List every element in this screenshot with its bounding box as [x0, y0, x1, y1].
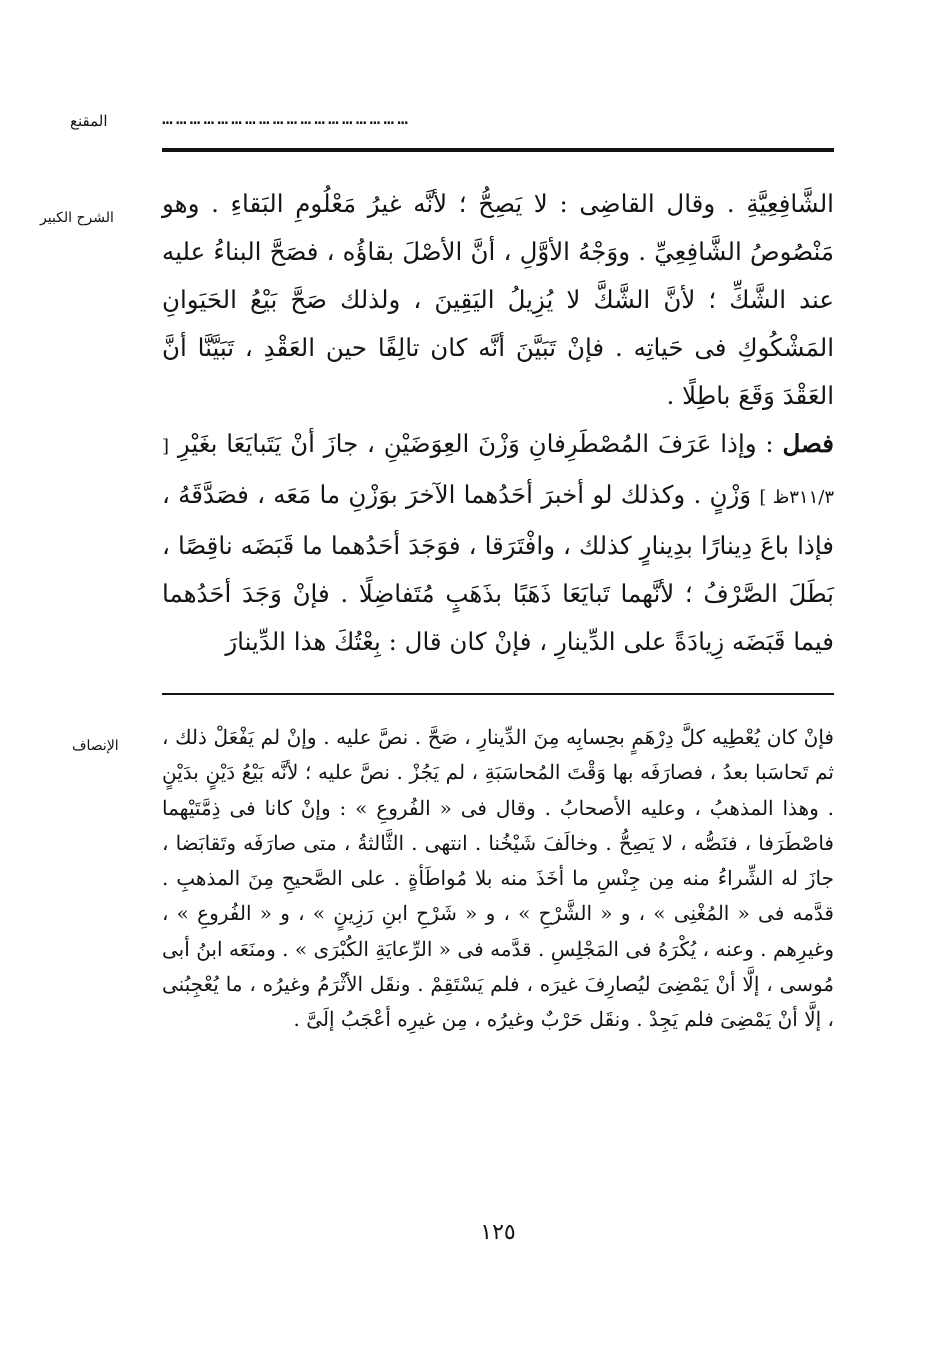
fasl-heading: فصل	[782, 429, 834, 458]
book-title: المقنع	[70, 112, 108, 130]
header-dotted-leader: ………………………………………………	[162, 108, 412, 128]
sharh-section-label: الشرح الكبير	[40, 210, 114, 226]
sharh-paragraph-2-text-a: : وإذا عَرَفَ المُصْطَرِفانِ وَزْنَ العِوَضَيْنِ ، جازَ أنْ يَتَبايَعَا بغَيْرِ	[177, 429, 774, 458]
sharh-paragraph-2-text-b: وَزْنٍ . وكذلك لو أخبرَ أحَدُهما الآخرَ بوَزْنِ ما مَعَه ، فصَدَّقَهُ ، فإذا باعَ دِينارًا بدِينارٍ كذلك ، وافْتَرَقا ، فوَجَدَ أحَدُهما ما قَبَضَه ناقِصًا ، بَطَلَ الصَّرْفُ ؛ لأنَّهما تَبايَعَا ذَهَبًا بذَهَبٍ مُتَفاضِلًا . فإنْ وَجَدَ أحَدُهما فيما قَبَضَه زِيادَةً على الدِّينارِ ، فإنْ كان قال : بِعْتُكَ هذا الدِّينارَ	[162, 480, 834, 656]
page-number: ١٢٥	[480, 1220, 516, 1245]
header-rule	[162, 148, 834, 152]
insaf-section-label: الإنصاف	[72, 738, 119, 754]
sharh-paragraph-2	[162, 420, 834, 666]
insaf-text-block	[162, 720, 834, 1038]
folio-reference: [ ٣١١/٣ظ ]	[162, 436, 834, 508]
insaf-paragraph: فإنْ كان يُعْطِيه كلَّ دِرْهَمٍ بحِسابِه مِنَ الدِّينارِ ، صَحَّ . نصَّ عليه . وإنْ لم يَفْعَلْ ذلك ، ثم تَحاسَبا بعدُ ، فصارَفَه بها وَقْتَ المُحاسَبَةِ ، لم يَجُزْ . نصَّ عليه ؛ لأنَّه بَيْعُ دَيْنٍ بدَيْنٍ . وهذا المذهبُ ، وعليه الأصحابُ . وقال فى « الفُروعِ » : وإنْ كانا فى ذِمَّتَيْهما فاصْطَرَفا ، فنَصُّه ، لا يَصِحُّ . وخالَفَ شَيْخُنا . انتهى . الثَّالثةُ ، متى صارَفَه وتَقابَضا ، جازَ له الشِّراءُ منه مِن جِنْسِ ما أخَذَ منه بلا مُواطَأةٍ . على الصَّحيحِ مِنَ المذهبِ . قدَّمه فى « المُغْنِى » ، و « الشَّرْحِ » ، و « شَرْحِ ابنِ رَزِينٍ » ، و « الفُروعِ » ، وغيرِهم . وعنه ، يُكْرَهُ فى المَجْلِسِ . قدَّمه فى « الرِّعايَةِ الكُبْرَى » . ومنَعَه ابنُ أبى مُوسى ، إلَّا أنْ يَمْضِىَ ليُصارِفَ غيرَه ، فلم يَسْتَقِمْ . ونقَل الأثْرَمُ وغيرُه ، ما يُعْجِبُنى ، إلَّا أنْ يَمْضِىَ فلم يَجِدْ . ونقَل حَرْبٌ وغيرُه ، مِن غيرِه أعْجَبُ إلَىَّ .	[162, 725, 834, 1032]
sharh-text-block	[162, 180, 834, 666]
sharh-paragraph-1: الشَّافِعِيَّةِ . وقال القاضِى : لا يَصِحُّ ؛ لأنَّه غيرُ مَعْلُومِ البَقاءِ . وهو مَنْصُوصُ الشَّافِعِيِّ . ووَجْهُ الأوَّلِ ، أنَّ الأصْلَ بقاؤُه ، فصَحَّ البناءُ عليه عند الشَّكِّ ؛ لأنَّ الشَّكَّ لا يُزِيلُ اليَقِينَ ، ولذلك صَحَّ بَيْعُ الحَيَوانِ المَشْكُوكِ فى حَياتِه . فإنْ تَبَيَّنَ أنَّه كان تالِفًا حين العَقْدِ ، تَبَيَّنَّا أنَّ العَقْدَ وَقَعَ باطِلًا .	[162, 189, 834, 410]
section-divider	[162, 693, 834, 695]
